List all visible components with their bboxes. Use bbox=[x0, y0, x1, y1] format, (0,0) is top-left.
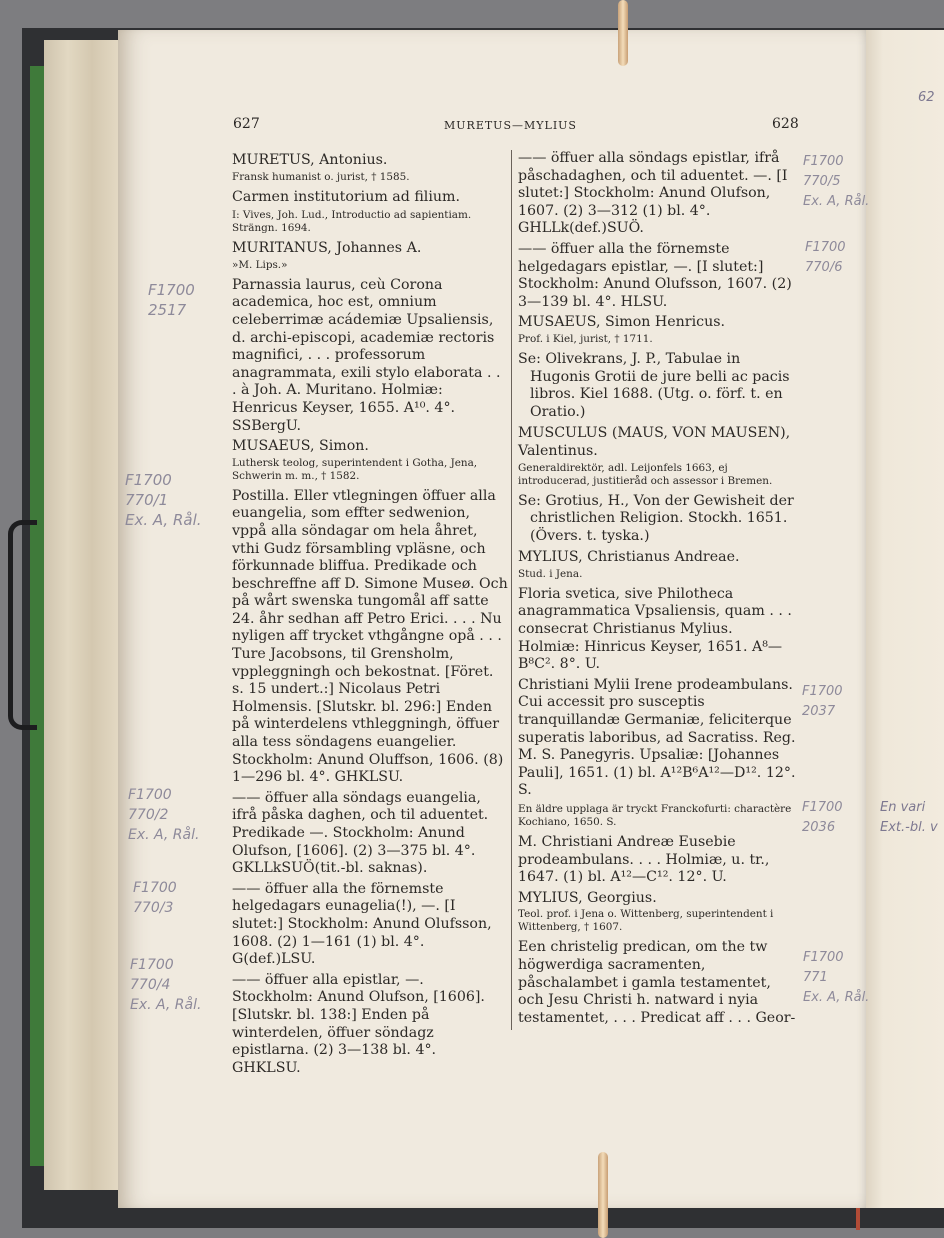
margin-note: F1700 770/4 Ex. A, Rål. bbox=[130, 957, 202, 1013]
margin-note: F1700 770/1 Ex. A, Rål. bbox=[125, 471, 202, 529]
entry-text: M. Christiani Andreæ Eusebie prodeambulans. . . . Holmiæ, u. tr., 1647. (1) bl. A¹²—C¹². 12°. U. bbox=[518, 834, 770, 886]
entry-text: Een christelig predican, om the tw högwerdiga sacramenten, påschalambet i gamla testamentet, och Jesu Christi h. natward i nyia testamentet, . . . Predicat aff . . . Geor- bbox=[518, 939, 796, 1026]
page-number-right: 628 bbox=[772, 116, 799, 132]
entry-text: Se: Olivekrans, J. P., Tabulae in Hugonis Grotii de jure belli ac pacis libros. Kiel 1688. (Utg. o. förf. t. en Oratio.) bbox=[518, 350, 790, 420]
entry-text: —— öffuer alla the förnemste helgedagars epistlar, —. [I slutet:] Stockholm: Anund Olufsson, 1607. (2) 3—139 bl. 4°. HLSU. bbox=[518, 240, 792, 310]
entry-note: Fransk humanist o. jurist, † 1585. bbox=[232, 170, 410, 183]
margin-note: F1700 770/3 bbox=[133, 880, 177, 916]
entry-note: Stud. i Jena. bbox=[518, 567, 583, 580]
entry-text: —— öffuer alla söndags euangelia, ifrå påska daghen, och til aduentet. Predikade —. Stockholm: Anund Olufson, [1606]. (2) 3—375 bl. 4°. GKLLkSUÖ(tit.-bl. saknas). bbox=[232, 789, 489, 877]
entry-text: Se: Grotius, H., Von der Gewisheit der christlichen Religion. Stockh. 1651. (Övers. t. tyska.) bbox=[518, 492, 794, 544]
margin-note: F1700 770/2 Ex. A, Rål. bbox=[128, 787, 200, 843]
entry-note: Luthersk teolog, superintendent i Gotha, Jena, Schwerin m. m., † 1582. bbox=[232, 456, 478, 482]
right-column bbox=[518, 150, 798, 1030]
entry-text: Floria svetica, sive Philotheca anagrammatica Vpsaliensis, quam . . . consecrat Christianus Mylius. Holmiæ: Hinricus Keyser, 1651. A⁸—B⁸C². 8°. U. bbox=[518, 585, 792, 673]
page-edges-left bbox=[44, 40, 124, 1190]
entry-note: Prof. i Kiel, jurist, † 1711. bbox=[518, 332, 653, 345]
margin-note: F1700 2037 bbox=[802, 684, 843, 719]
entry-note: Teol. prof. i Jena o. Wittenberg, superintendent i Wittenberg, † 1607. bbox=[518, 908, 774, 934]
entry-note: En äldre upplaga är tryckt Franckofurti: charactère Kochiano, 1650. S. bbox=[518, 803, 792, 828]
entry-note: Generaldirektör, adl. Leijonfels 1663, ej introducerad, justitieråd och assessor i Bremen. bbox=[518, 461, 773, 487]
margin-note: F1700 2036 bbox=[802, 800, 843, 835]
margin-note: En vari Ext.-bl. v bbox=[880, 800, 938, 835]
entry-heading: MYLIUS, Christianus Andreae. bbox=[518, 549, 740, 566]
entry-heading: MUSCULUS (MAUS, VON MAUSEN), Valentinus. bbox=[518, 425, 791, 459]
entry-text: Parnassia laurus, ceù Corona academica, hoc est, omnium celeberrimæ acádemiæ Upsaliensis, d. archi-episcopi, academiæ rectoris magnifici, . . . professorum anagrammata, exili stylo elaborata . . . à Joh. A. Muritano. Holmiæ: Henricus Keyser, 1655. A¹⁰. 4°. SSBergU. bbox=[232, 276, 501, 434]
margin-note: F1700 770/6 bbox=[805, 240, 846, 275]
column-divider bbox=[511, 150, 512, 1030]
strap bbox=[8, 520, 37, 730]
entry-heading: MURETUS, Antonius. bbox=[232, 152, 388, 168]
entry-text: Christiani Mylii Irene prodeambulans. Cui accessit pro susceptis tranquillandæ Germaniæ, feliciterque superatis laboribus, ad Sacratiss. Reg. M. S. Panegyris. Upsaliæ: [Johannes Pauli], 1651. (1) bl. A¹²B⁶A¹²—D¹². 12°. S. bbox=[518, 676, 796, 799]
margin-note: F1700 770/5 Ex. A, Rål. bbox=[803, 154, 870, 209]
entry-text: —— öffuer alla the förnemste helgedagars eunagelia(!), —. [I slutet:] Stockholm: Anund Olufsson, 1608. (2) 1—161 (1) bl. 4°. G(def.)LSU. bbox=[232, 880, 492, 968]
entry-note: I: Vives, Joh. Lud., Introductio ad sapientiam. Strängn. 1694. bbox=[232, 209, 472, 235]
margin-note: F1700 771 Ex. A, Rål. bbox=[803, 950, 870, 1005]
entry-text: —— öffuer alla söndags epistlar, ifrå påschadaghen, och til aduentet. —. [I slutet:] Stockholm: Anund Olufson, 1607. (2) 3—312 (1) bl. 4°. GHLLk(def.)SUÖ. bbox=[518, 150, 788, 237]
entry-text: Postilla. Eller vtlegningen öffuer alla euangelia, som effter sedwenion, vppå alla söndagar om hela åhret, vthi Gudz försambling vpläsne, och förkunnade bliffua. Predikade och beschreffne aff D. Simone Museø. Och på wårt swenska tungomål aff satte 24. åhr sedhan aff Petro Erici. . . . Nu nyligen aff trycket vthgångne opå . . . Ture Jacobsons, til Grensholm, vppleggningh och bekostnat. [Föret. s. 15 undert.:] Nicolaus Petri Holmensis. [Slutskr. bl. 296:] Enden på winterdelens vthleggningh, öffuer alla tess söndagens euangelier. Stockholm: Anund Oluffson, 1606. (8) 1—296 bl. 4°. GHKLSU. bbox=[232, 487, 508, 786]
page-clip-bottom bbox=[598, 1152, 608, 1238]
running-head: MURETUS—MYLIUS bbox=[444, 119, 577, 132]
margin-note: 62 bbox=[918, 90, 935, 105]
page-number-left: 627 bbox=[233, 116, 260, 132]
page-edges-right bbox=[860, 30, 944, 1208]
left-column bbox=[232, 150, 508, 1080]
entry-heading: MUSAEUS, Simon Henricus. bbox=[518, 314, 725, 331]
entry-heading: MUSAEUS, Simon. bbox=[232, 438, 369, 455]
entry-text: Carmen institutorium ad filium. bbox=[232, 188, 460, 205]
entry-text: —— öffuer alla epistlar, —. Stockholm: Anund Olufson, [1606]. [Slutskr. bl. 138:] Enden på winterdelen, öffuer söndagz epistlarna. (2) 3—138 bl. 4°. GHKLSU. bbox=[232, 971, 485, 1076]
entry-heading: MURITANUS, Johannes A. bbox=[232, 240, 422, 257]
entry-note: »M. Lips.» bbox=[232, 258, 288, 271]
entry-heading: MYLIUS, Georgius. bbox=[518, 889, 657, 906]
margin-note: F1700 2517 bbox=[148, 281, 195, 319]
page-clip-top bbox=[618, 0, 628, 66]
